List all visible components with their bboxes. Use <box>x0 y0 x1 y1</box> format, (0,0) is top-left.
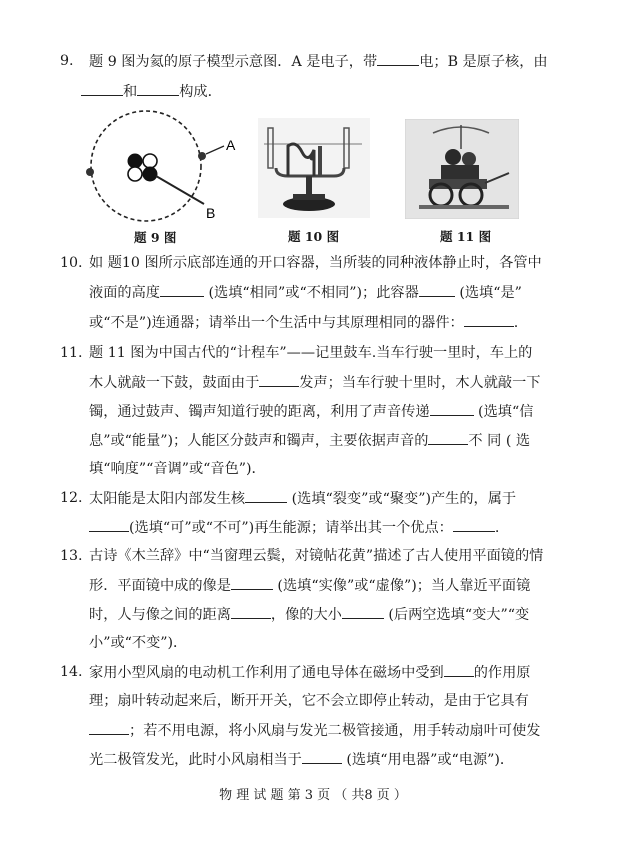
q13-line-2 <box>89 575 530 596</box>
q10-text: 或“不是”)连通器；请举出一个生活中与其原理相同的器件： <box>89 315 464 331</box>
q14-text: 家用小型风扇的电动机工作利用了通电导体在磁场中受到 <box>89 665 444 681</box>
q10-text: . <box>513 315 519 331</box>
q11-number: 11. <box>60 345 83 361</box>
fig9-caption: 题 9 图 <box>134 230 177 245</box>
q10-number: 10. <box>60 255 83 271</box>
q10-text: (选填“相同”或“不相同”)；此容器 <box>208 285 419 301</box>
q12-line-2 <box>89 517 499 538</box>
q11-text: (选填“信 <box>478 404 534 420</box>
q13-blank-distance <box>231 604 271 619</box>
q10-text: (选填“是” <box>459 285 522 301</box>
fig9-label-b: B <box>206 205 216 221</box>
q13-number: 13. <box>60 548 83 564</box>
q11-blank-timbre <box>428 430 468 445</box>
q11-blank-vibration <box>259 372 299 387</box>
q9-line-1 <box>89 51 548 72</box>
q12-blank-renewable <box>89 517 129 532</box>
q14-blank-force <box>444 662 474 677</box>
q14-text: 光二极管发光，此时小风扇相当于 <box>89 752 302 768</box>
q9-line-2 <box>81 81 222 102</box>
q12-text: (选填“可”或“不可”)再生能源；请举出其一个优点： <box>129 520 453 536</box>
q11-text: 息”或“能量”)；人能区分鼓声和镯声，主要依据声音的 <box>89 433 429 449</box>
q12-text: 太阳能是太阳内部发生核 <box>89 491 246 507</box>
q10-line-3 <box>89 312 518 333</box>
q10-text: 液面的高度 <box>89 285 160 301</box>
page-footer: 物 理 试 题 第 3 页 （ 共8 页 ） <box>219 788 407 803</box>
q14-text: (选填“用电器”或“电源”)． <box>346 752 515 768</box>
q10-line-1: 如 题10 图所示底部连通的开口容器，当所装的同种液体静止时，各管中 <box>89 255 542 271</box>
q10-blank-height <box>160 282 204 297</box>
q9-text: 题 9 图为氦的原子模型示意图．A 是电子，带 <box>89 54 378 70</box>
q14-text: 的作用原 <box>473 665 531 681</box>
q11-line-5: 填“响度”“音调”或“音色”)． <box>89 461 266 477</box>
q10-line-2 <box>89 282 522 303</box>
q13-line-4: 小”或“不变”)． <box>89 635 188 651</box>
q13-text: ，像的大小 <box>270 607 342 623</box>
q10-blank-is-connector <box>419 282 455 297</box>
q14-line-3 <box>89 720 540 741</box>
q11-line-2 <box>89 372 540 393</box>
q11-line-4 <box>89 430 530 451</box>
q9-number: 9. <box>60 53 74 69</box>
q13-line-1: 古诗《木兰辞》中“当窗理云鬓，对镜帖花黄”描述了古人使用平面镜的情 <box>89 548 544 564</box>
fig9-label-a: A <box>226 137 236 153</box>
q14-line-1 <box>89 662 530 683</box>
q11-line-3 <box>89 401 533 422</box>
q9-text: 电；B 是原子核，由 <box>419 54 548 70</box>
q9-blank-particle-1 <box>81 81 123 96</box>
q12-line-1 <box>89 488 516 509</box>
q10-blank-example <box>464 312 514 327</box>
q14-text: ；若不用电源，将小风扇与发光二极管接通，用手转动扇叶可使发 <box>129 723 541 739</box>
q11-text: 发声；当车行驶十里时，木人就敲一下 <box>299 375 541 391</box>
q11-blank-info <box>430 401 474 416</box>
q13-text: 形．平面镜中成的像是 <box>89 578 231 594</box>
q13-blank-image-type <box>231 575 273 590</box>
q9-blank-particle-2 <box>137 81 179 96</box>
q13-text: (后两空选填“变大”“变 <box>388 607 530 623</box>
q12-text: (选填“裂变”或“聚变”)产生的，属于 <box>291 491 517 507</box>
fig11-caption: 题 11 图 <box>440 229 492 244</box>
q13-line-3 <box>89 604 529 625</box>
q9-text: 构成． <box>179 84 222 100</box>
q14-blank-source <box>302 749 342 764</box>
q9-blank-charge <box>377 51 419 66</box>
q13-text: (选填“实像”或“虚像”)；当人靠近平面镜 <box>277 578 531 594</box>
q14-line-4 <box>89 749 514 770</box>
q13-text: 时，人与像之间的距离 <box>89 607 231 623</box>
connected-vessel-photo <box>258 118 370 218</box>
q12-number: 12. <box>60 490 83 506</box>
q14-blank-inertia <box>89 720 129 735</box>
q14-number: 14. <box>60 664 83 680</box>
q12-blank-fusion <box>245 488 287 503</box>
fig10-caption: 题 10 图 <box>288 229 340 244</box>
q11-text: 镯，通过鼓声、镯声知道行驶的距离，利用了声音传递 <box>89 404 430 420</box>
q11-text: 木人就敲一下鼓，鼓面由于 <box>89 375 260 391</box>
q14-line-2: 理；扇叶转动起来后，断开开关，它不会立即停止转动，是由于它具有 <box>89 693 529 709</box>
q11-text: 不 同 ( 选 <box>468 433 531 449</box>
q12-text: . <box>494 520 500 536</box>
q9-text: 和 <box>123 84 138 100</box>
helium-atom-diagram <box>78 104 268 229</box>
q11-line-1: 题 11 图为中国古代的“计程车”——记里鼓车.当车行驶一里时，车上的 <box>89 345 533 361</box>
q13-blank-size <box>342 604 384 619</box>
q12-blank-advantage <box>453 517 495 532</box>
drum-carriage-photo <box>405 119 519 219</box>
